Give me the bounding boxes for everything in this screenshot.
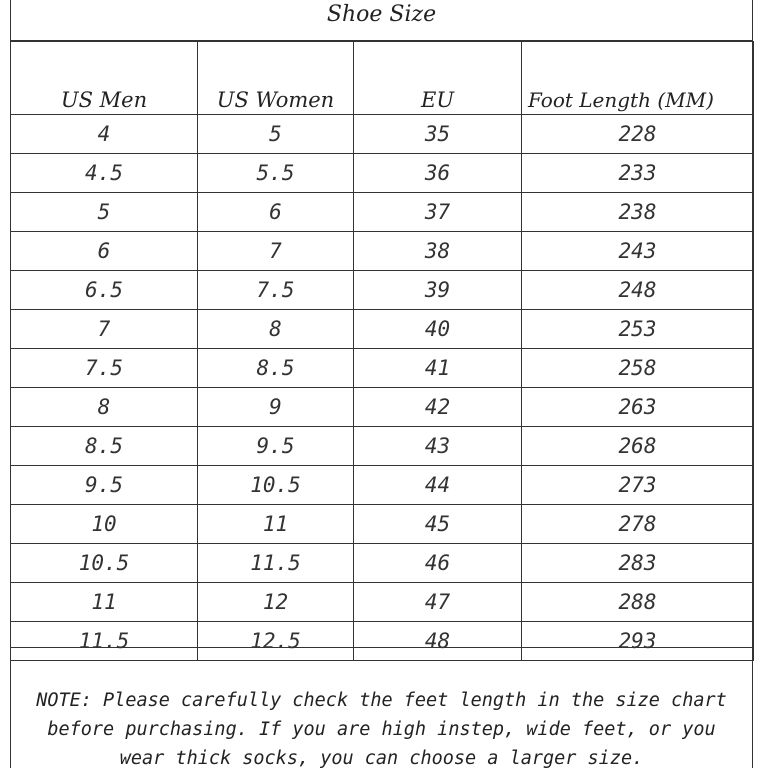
cell-us-women: 8.5 <box>198 349 354 388</box>
cell-us-men: 11 <box>11 583 198 622</box>
cell-eu: 41 <box>354 349 522 388</box>
cell-us-women: 10.5 <box>198 466 354 505</box>
cell-us-women: 11.5 <box>198 544 354 583</box>
cell-us-men: 7.5 <box>11 349 198 388</box>
cell-foot-length: 283 <box>522 544 754 583</box>
cell-foot-length: 258 <box>522 349 754 388</box>
cell-eu: 37 <box>354 193 522 232</box>
cell-us-men: 4.5 <box>11 154 198 193</box>
cell-foot-length: 248 <box>522 271 754 310</box>
cell-foot-length: 238 <box>522 193 754 232</box>
cell-us-men: 6.5 <box>11 271 198 310</box>
cell-us-men: 8.5 <box>11 427 198 466</box>
cell-us-men: 10 <box>11 505 198 544</box>
cell-us-women: 5 <box>198 115 354 154</box>
cell-foot-length: 268 <box>522 427 754 466</box>
cell-eu: 48 <box>354 622 522 661</box>
cell-us-women: 6 <box>198 193 354 232</box>
note-text <box>10 647 753 768</box>
table-row <box>11 427 754 466</box>
header-us-women: US Women <box>198 42 354 115</box>
table-row <box>11 154 754 193</box>
table-row <box>11 583 754 622</box>
note-line: NOTE: Please carefully check the feet length in the size chart <box>36 690 727 711</box>
cell-eu: 44 <box>354 466 522 505</box>
cell-eu: 40 <box>354 310 522 349</box>
cell-foot-length: 273 <box>522 466 754 505</box>
cell-us-men: 7 <box>11 310 198 349</box>
cell-eu: 42 <box>354 388 522 427</box>
cell-us-women: 11 <box>198 505 354 544</box>
header-us-men: US Men <box>11 42 198 115</box>
cell-foot-length: 293 <box>522 622 754 661</box>
table-row <box>11 271 754 310</box>
table-row <box>11 310 754 349</box>
cell-us-men: 9.5 <box>11 466 198 505</box>
cell-us-women: 7 <box>198 232 354 271</box>
cell-eu: 38 <box>354 232 522 271</box>
cell-us-men: 11.5 <box>11 622 198 661</box>
cell-eu: 47 <box>354 583 522 622</box>
cell-eu: 36 <box>354 154 522 193</box>
cell-eu: 39 <box>354 271 522 310</box>
cell-us-men: 5 <box>11 193 198 232</box>
table-row <box>11 544 754 583</box>
note-line: wear thick socks, you can choose a larger size. <box>119 748 644 769</box>
cell-foot-length: 233 <box>522 154 754 193</box>
note-line: before purchasing. If you are high instep, wide feet, or you <box>47 719 716 740</box>
cell-us-women: 12.5 <box>198 622 354 661</box>
cell-us-women: 9 <box>198 388 354 427</box>
cell-foot-length: 288 <box>522 583 754 622</box>
cell-us-men: 10.5 <box>11 544 198 583</box>
size-table <box>10 41 754 661</box>
cell-us-men: 4 <box>11 115 198 154</box>
cell-foot-length: 228 <box>522 115 754 154</box>
header-foot-length: Foot Length (MM) <box>522 42 754 115</box>
cell-us-women: 5.5 <box>198 154 354 193</box>
table-row <box>11 505 754 544</box>
table-row <box>11 193 754 232</box>
cell-foot-length: 278 <box>522 505 754 544</box>
cell-eu: 46 <box>354 544 522 583</box>
cell-foot-length: 243 <box>522 232 754 271</box>
chart-title: Shoe Size <box>10 0 753 41</box>
cell-foot-length: 263 <box>522 388 754 427</box>
cell-us-women: 12 <box>198 583 354 622</box>
header-eu: EU <box>354 42 522 115</box>
header-row <box>11 42 754 115</box>
table-row <box>11 349 754 388</box>
cell-us-women: 9.5 <box>198 427 354 466</box>
cell-foot-length: 253 <box>522 310 754 349</box>
table-row <box>11 388 754 427</box>
cell-us-women: 7.5 <box>198 271 354 310</box>
cell-us-men: 8 <box>11 388 198 427</box>
table-row <box>11 232 754 271</box>
table-row <box>11 115 754 154</box>
cell-us-men: 6 <box>11 232 198 271</box>
cell-us-women: 8 <box>198 310 354 349</box>
cell-eu: 35 <box>354 115 522 154</box>
cell-eu: 43 <box>354 427 522 466</box>
cell-eu: 45 <box>354 505 522 544</box>
table-row <box>11 466 754 505</box>
